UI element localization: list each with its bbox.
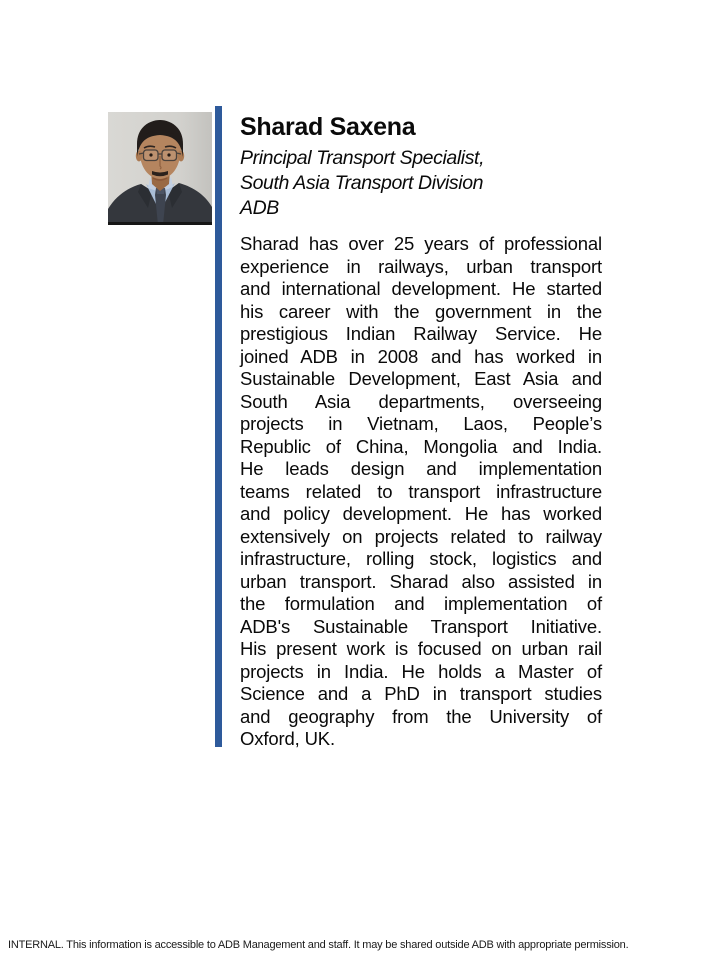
profile-photo [108,112,212,225]
bio-line: and policy development. He has worked [240,503,602,524]
accent-divider-bar [215,106,222,747]
bio-line: ADB's Sustainable Transport Initiative. [240,615,602,637]
footer-classification-notice: INTERNAL. This information is accessible to ADB Management and staff. It may be shared outside ADB with appropriate permission. [8,939,629,951]
bio-line: infrastructure, rolling stock, logistics and [240,548,602,569]
bio-line: joined ADB in 2008 and has worked in [240,345,602,367]
bio-line: He leads design and implementation [240,458,602,479]
person-title-role: Principal Transport Specialist, [240,147,485,169]
profile-header [240,112,610,221]
person-title-division: South Asia Transport Division [240,172,484,194]
person-name: Sharad Saxena [240,113,416,141]
bio-line: urban transport. Sharad also assisted in [240,570,602,592]
bio-line: projects in India. He holds a Master of [240,660,602,682]
portrait-illustration [108,112,212,225]
bio-line: his career with the government in the [240,300,602,322]
bio-line: and geography from the University of [240,705,602,727]
bio-line: and international development. He started [240,278,602,299]
bio-line: Oxford, UK. [240,728,335,749]
bio-line: the formulation and implementation of [240,593,602,614]
bio-line: projects in Vietnam, Laos, People’s [240,413,602,434]
bio-line: His present work is focused on urban rail [240,638,602,659]
bio-line: Science and a PhD in transport studies [240,683,602,704]
bio-line: prestigious Indian Railway Service. He [240,323,602,344]
bio-line: Sharad has over 25 years of professional [240,233,602,254]
bio-line: teams related to transport infrastructure [240,480,602,502]
bio-line: experience in railways, urban transport [240,255,602,277]
bio-line: Sustainable Development, East Asia and [240,368,602,389]
bio-paragraph [240,233,602,751]
person-title-org: ADB [240,197,279,219]
bio-line: extensively on projects related to railway [240,525,602,547]
bio-line: Republic of China, Mongolia and India. [240,435,602,457]
bio-line: South Asia departments, overseeing [240,390,602,412]
person-titles [240,146,610,221]
